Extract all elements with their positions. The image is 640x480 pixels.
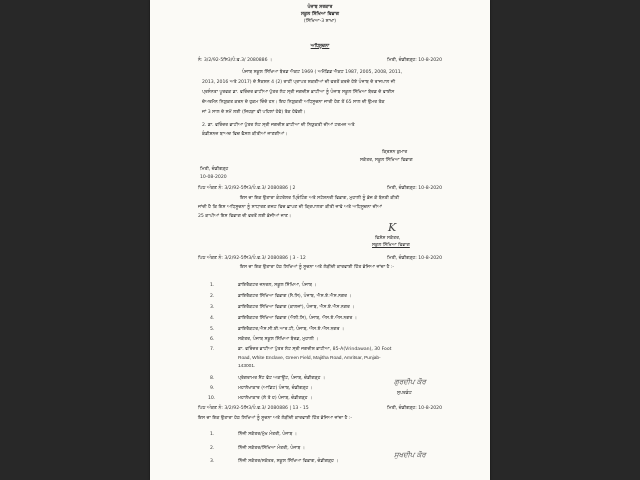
- list-item-number: 2.: [210, 446, 215, 451]
- list-item: ਡਾਇਰੈਕਟਰ ਸਿੱਖਿਆ ਵਿਭਾਗ (ਸੈ.ਸਿ), ਪੰਜਾਬ, ਐਸ.ਏ.ਐਸ.ਨਗਰ ।: [238, 294, 352, 299]
- endorsement-number: ਪਿਠ ਅੰਕਣ ਨੰ: 3/2/92-5ਸਿ3/ਪੰ.ਫ.3/ 2080886 | 3 - 12: [198, 256, 306, 261]
- list-item: ਨਿੱਜੀ ਸਕੱਤਰ/ਸਕੱਤਰ, ਸਕੂਲ ਸਿੱਖਿਆ ਵਿਭਾਗ, ਚੰਡੀਗੜ੍ਹ ।: [238, 459, 339, 464]
- header-government: ਪੰਜਾਬ ਸਰਕਾਰ: [307, 5, 333, 10]
- list-item: ਮਹਾਲੇਖਾਕਾਰ (ਆਡਿਟ) ਪੰਜਾਬ, ਚੰਡੀਗੜ੍ਹ ।: [238, 386, 313, 391]
- endorsement-number: ਪਿਠ ਅੰਕਣ ਨੰ: 3/2/92-5ਸਿ3/ਪੰ.ਫ.3/ 2080886 | 2: [198, 186, 296, 191]
- right-viewer-margin: [490, 0, 640, 480]
- list-item-continuation: 143001.: [238, 364, 256, 369]
- list-item-number: 7.: [210, 347, 215, 352]
- endorsement-text-line: 25 ਕਾਪੀਆਂ ਇਸ ਵਿਭਾਗ ਦੀ ਵਰਤੋਂ ਲਈ ਭੇਜੀਆਂ ਜਾਣ।: [198, 214, 292, 219]
- endorsement-text-line: ਜਾਂਦੀ ਹੈ ਕਿ ਇਸ ਅਧਿਸੂਚਨਾ ਨੂੰ ਸਾਧਾਰਣ ਗਜ਼ਟ ਵਿਚ ਛਾਪਣ ਦੀ ਕ੍ਰਿਪਾਲਤਾ ਕੀਤੀ ਜਾਵੇ ਅਤੇ ਅਧਿਸੂਚਨਾ ਦੀਆਂ: [198, 205, 383, 210]
- endorsement-date: ਮਿਤੀ, ਚੰਡੀਗੜ੍ਹ: 10-8-2020: [387, 186, 443, 191]
- list-item-number: 9.: [210, 386, 215, 391]
- list-item: ਪ੍ਰੋਗਰਾਮਰ ਸੈਂਟ ਫੱਟ ਅਕਾਊਂਟ, ਪੰਜਾਬ, ਚੰਡੀਗੜ੍ਹ ।: [238, 376, 326, 381]
- endorsement-date: ਮਿਤੀ, ਚੰਡੀਗੜ੍ਹ: 10-8-2020: [387, 256, 443, 261]
- signer-name: ਕ੍ਰਿਸ਼ਨ ਕੁਮਾਰ: [382, 150, 408, 155]
- list-item-number: 1.: [210, 432, 215, 437]
- list-item-number: 10.: [208, 396, 216, 401]
- document-page: [150, 0, 490, 480]
- list-item: ਸਕੱਤਰ, ਪੰਜਾਬ ਸਕੂਲ ਸਿੱਖਿਆ ਬੋਰਡ, ਮੁਹਾਲੀ ।: [238, 337, 319, 342]
- signature-mark: K: [388, 221, 397, 234]
- list-item: ਡਾਇਰੈਕਟਰ ਜਨਰਲ, ਸਕੂਲ ਸਿੱਖਿਆ, ਪੰਜਾਬ ।: [238, 283, 317, 288]
- list-item-number: 6.: [210, 337, 215, 342]
- left-viewer-margin: [0, 0, 150, 480]
- place-date: 10-08-2020: [200, 175, 227, 180]
- list-item: ਨਿੱਜੀ ਸਕੱਤਰ/ਸਿੱਖਿਆ ਮੰਤਰੀ, ਪੰਜਾਬ ।: [238, 446, 305, 451]
- list-item-continuation: Road, White Enclave, Green Field, Majitha Road, Amritsar, Punjab-: [238, 356, 381, 361]
- endorsement-intro: ਇਸ ਦਾ ਇਕ ਉਤਾਰਾ ਹੇਠ ਲਿਖਿਆਂ ਨੂੰ ਸੂਚਨਾ ਅਤੇ ਲੋੜੀਂਦੀ ਕਾਰਵਾਈ ਹਿੱਤ ਭੇਜਿਆ ਜਾਂਦਾ ਹੈ :-: [198, 416, 353, 421]
- header-department: ਸਕੂਲ ਸਿੱਖਿਆ ਵਿਭਾਗ: [300, 12, 340, 17]
- notice-para1-line: ਜਾਂ 3 ਸਾਲ ਦੇ ਸਮੇਂ ਲਈ (ਜਿਹੜਾ ਵੀ ਪਹਿਲਾਂ ਹੋਵੇ) ਤੱਕ ਹੋਵੇਗੀ।: [202, 110, 306, 115]
- notice-para1-line: ਪ੍ਰਸੰਨਤਾ ਪੂਰਵਕ ਡਾ. ਵਰਿੰਦਰ ਭਾਟੀਆ ਪੁੱਤਰ ਲੇਟ ਸ੍ਰੀ ਜਗਦੀਸ਼ ਭਾਟੀਆ ਨੂੰ ਪੰਜਾਬ ਸਕੂਲ ਸਿੱਖਿਆ ਬੋਰਡ ਦੇ ਵਾਈਸ: [202, 90, 395, 95]
- notice-para1-line: ਪੰਜਾਬ ਸਕੂਲ ਸਿੱਖਿਆ ਬੋਰਡ ਐਕਟ 1969 ( ਅਮੈਂਡਿਡ ਐਕਟ 1987, 2005, 2008, 2011,: [242, 70, 403, 75]
- notice-para1-line: ਚੇਅਰਮੈਨ ਨਿਯੁਕਤ ਕਰਨ ਦੇ ਹੁਕਮ ਦਿੰਦੇ ਹਨ। ਇਹ ਨਿਯੁਕਤੀ ਅਧਿਸੂਚਨਾ ਜਾਰੀ ਹੋਣ ਤੋਂ 65 ਸਾਲ ਦੀ ਉਮਰ ਤੱਕ: [202, 100, 385, 105]
- header-branch: (ਸਿੱਖਿਆ-3 ਸ਼ਾਖਾ): [303, 19, 337, 24]
- endorsement-number: ਪਿਠ ਅੰਕਣ ਨੰ: 3/2/92-5ਸਿ3/ਪੰ.ਫ.3/ 2080886 | 13 - 15: [198, 406, 309, 411]
- list-item: ਨਿੱਜੀ ਸਕੱਤਰ/ਮੁੱਖ ਮੰਤਰੀ, ਪੰਜਾਬ ।: [238, 432, 297, 437]
- closing-signature: ਸੁਖਦੀਪ ਕੌਰ: [394, 451, 426, 459]
- notice-para2-line: 2. ਡਾ. ਵਰਿੰਦਰ ਭਾਟੀਆ ਪੁੱਤਰ ਲੇਟ ਸ੍ਰੀ ਜਗਦੀਸ਼ ਭਾਟੀਆ ਦੀ ਨਿਯੁਕਤੀ ਦੀਆਂ ਟਰਮਜ਼ ਅਤੇ: [202, 123, 355, 128]
- list-item-number: 2.: [210, 294, 215, 299]
- place-label: ਮਿਤੀ, ਚੰਡੀਗੜ੍ਹ: [200, 167, 229, 172]
- notice-number: ਨੰ: 3/2/92-5ਸਿ3/ਪੰ.ਫ.3/ 2080886 ।: [198, 58, 273, 63]
- endorsement-signer-dept: ਸਕੂਲ ਸਿੱਖਿਆ ਵਿਭਾਗ: [372, 243, 410, 248]
- list-item: ਡਾਇਰੈਕਟਰ ਸਿੱਖਿਆ ਵਿਭਾਗ (ਐਲੀ.ਸਿ), ਪੰਜਾਬ, ਐਸ.ਏ.ਐਸ.ਨਗਰ ।: [238, 316, 357, 321]
- list-item: ਡਾਇਰੈਕਟਰ ਸਿੱਖਿਆ ਵਿਭਾਗ (ਕਾਲਜਾਂ), ਪੰਜਾਬ, ਐਸ.ਏ.ਐਸ.ਨਗਰ ।: [238, 305, 355, 310]
- list-item-number: 5.: [210, 327, 215, 332]
- notice-date: ਮਿਤੀ, ਚੰਡੀਗੜ੍ਹ: 10-8-2020: [387, 58, 443, 63]
- superintendent-title: ਸੁਪਰਡੰਟ: [397, 391, 412, 396]
- notification-title: ਅਧਿਸੂਚਨਾ: [310, 44, 330, 49]
- list-item-number: 1.: [210, 283, 215, 288]
- signer-title: ਸਕੱਤਰ, ਸਕੂਲ ਸਿੱਖਿਆ ਵਿਭਾਗ: [360, 158, 413, 163]
- endorsement-date: ਮਿਤੀ, ਚੰਡੀਗੜ੍ਹ: 10-8-2020: [387, 406, 443, 411]
- list-item-number: 8.: [210, 376, 215, 381]
- list-item: ਮਹਾਲੇਖਾਕਾਰ (ਲੇ ਤੇ ਹ) ਪੰਜਾਬ, ਚੰਡੀਗੜ੍ਹ ।: [238, 396, 313, 401]
- list-item-number: 4.: [210, 316, 215, 321]
- list-item: ਡਾ. ਵਰਿੰਦਰ ਭਾਟੀਆ ਪੁੱਤਰ ਲੇਟ ਸ੍ਰੀ ਜਗਦੀਸ਼ ਭਾਟੀਆ, 85-A(Vrindawan), 30 Foot: [238, 347, 392, 352]
- endorsement-signer-title: ਵਿਸ਼ੇਸ਼ ਸਕੱਤਰ,: [375, 236, 401, 241]
- notice-para2-line: ਕੰਡੀਸ਼ਨਜ਼ ਬਾਅਦ ਵਿਚ ਫੈਸਲ ਕੀਤੀਆਂ ਜਾਣਗੀਆਂ।: [202, 132, 288, 137]
- list-item-number: 3.: [210, 305, 215, 310]
- endorsement-text-line: ਇਸ ਦਾ ਇਕ ਉਤਾਰਾ ਕੰਟਰੋਲਰ ਪ੍ਰਿੰਟਿੰਗ ਅਤੇ ਸਟੇਸ਼ਨਰੀ ਵਿਭਾਗ, ਮੁਹਾਲੀ ਨੂੰ ਭੇਜ ਕੇ ਬੇਨਤੀ ਕੀਤੀ: [240, 196, 400, 201]
- endorsement-intro: ਇਸ ਦਾ ਇਕ ਉਤਾਰਾ ਹੇਠ ਲਿਖਿਆਂ ਨੂੰ ਸੂਚਨਾ ਅਤੇ ਲੋੜੀਂਦੀ ਕਾਰਵਾਈ ਹਿੱਤ ਭੇਜਿਆ ਜਾਂਦਾ ਹੈ :-: [240, 265, 395, 270]
- list-item-number: 3.: [210, 459, 215, 464]
- notice-para1-line: 2013, 2016 ਅਤੇ 2017) ਦੇ ਸੈਕਸ਼ਨ 4 (2) ਰਾਹੀਂ ਪ੍ਰਾਪਤ ਸ਼ਕਤੀਆਂ ਦੀ ਵਰਤੋਂ ਕਰਦੇ ਹੋਏ ਪੰਜਾਬ ਦੇ ਰਾਜਪਾਲ ਜੀ: [202, 80, 396, 85]
- list-item: ਡਾਇਰੈਕਟਰ,ਐਸ.ਸੀ.ਈ.ਆਰ.ਟੀ, ਪੰਜਾਬ, ਐਸ.ਏ.ਐਸ.ਨਗਰ ।: [238, 327, 345, 332]
- superintendent-signature: ਗੁਰਦੀਪ ਕੌਰ: [394, 378, 426, 386]
